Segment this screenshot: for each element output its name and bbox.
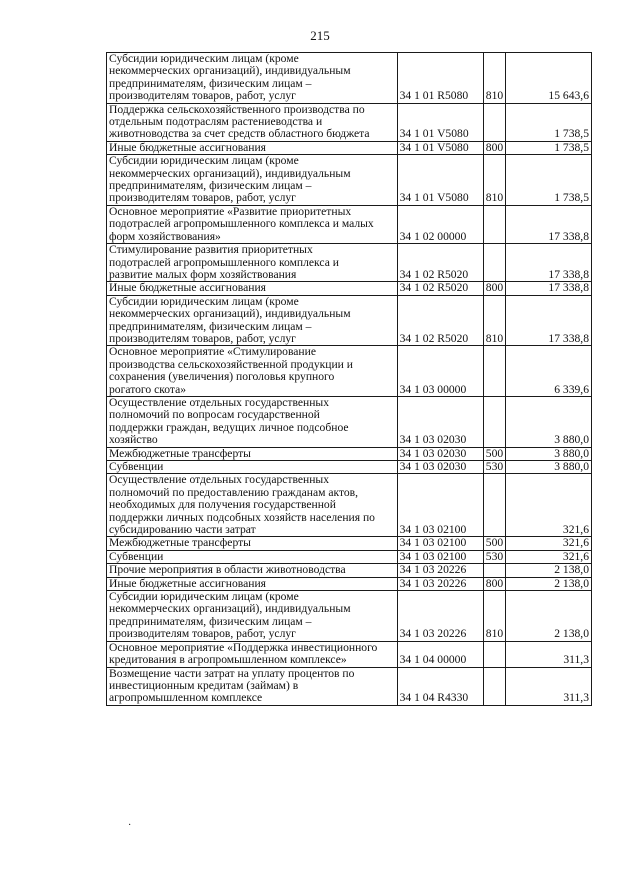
row-name-line: Осуществление отдельных государственных bbox=[109, 395, 330, 409]
row-name-line: развитие малых форм хозяйствования bbox=[109, 267, 297, 281]
expense-type-cell: 500 bbox=[483, 537, 505, 550]
expense-type-cell: 810 bbox=[483, 53, 505, 104]
expense-type-cell: 810 bbox=[483, 295, 505, 346]
target-article-cell: 34 1 03 02100 bbox=[397, 537, 483, 550]
row-name-line: Осуществление отдельных государственных bbox=[109, 473, 330, 487]
row-name-line: поддержки граждан, ведущих личное подсобное bbox=[109, 420, 349, 434]
target-article-cell: 34 1 03 20226 bbox=[397, 591, 483, 642]
amount-cell: 17 338,8 bbox=[505, 282, 591, 295]
row-name-line: хозяйство bbox=[109, 433, 158, 447]
table-row bbox=[107, 205, 592, 243]
target-article-cell: 34 1 04 R4330 bbox=[397, 667, 483, 705]
amount-cell: 15 643,6 bbox=[505, 53, 591, 104]
expense-type-cell: 530 bbox=[483, 550, 505, 563]
row-name-line: производителям товаров, работ, услуг bbox=[109, 331, 296, 345]
row-name-cell bbox=[107, 667, 398, 705]
row-name-line: кредитования в агропромышленном комплексе» bbox=[109, 653, 347, 667]
table-row bbox=[107, 141, 592, 154]
expense-type-cell bbox=[483, 667, 505, 705]
target-article-cell: 34 1 02 R5020 bbox=[397, 282, 483, 295]
amount-cell: 17 338,8 bbox=[505, 205, 591, 243]
amount-cell: 2 138,0 bbox=[505, 577, 591, 590]
row-name-line: Поддержка сельскохозяйственного производства по bbox=[109, 102, 365, 116]
expense-type-cell: 500 bbox=[483, 447, 505, 460]
amount-cell: 321,6 bbox=[505, 474, 591, 537]
row-name-line: производителям товаров, работ, услуг bbox=[109, 191, 296, 205]
target-article-cell: 34 1 03 02100 bbox=[397, 474, 483, 537]
row-name-line: животноводства за счет средств областного бюджета bbox=[109, 127, 370, 141]
target-article-cell: 34 1 02 R5020 bbox=[397, 244, 483, 282]
row-name-line: Субвенции bbox=[109, 549, 164, 563]
table-row bbox=[107, 667, 592, 705]
row-name-line: Основное мероприятие «Поддержка инвестиционного bbox=[109, 640, 378, 654]
target-article-cell: 34 1 01 V5080 bbox=[397, 155, 483, 206]
expense-type-cell bbox=[483, 474, 505, 537]
row-name-line: производителям товаров, работ, услуг bbox=[109, 627, 296, 641]
expense-type-cell bbox=[483, 103, 505, 141]
table-row bbox=[107, 564, 592, 577]
row-name-line: Субсидии юридическим лицам (кроме bbox=[109, 52, 299, 65]
expense-type-cell bbox=[483, 564, 505, 577]
row-name-line: предпринимателям, физическим лицам – bbox=[109, 179, 312, 193]
amount-cell: 3 880,0 bbox=[505, 461, 591, 474]
expense-type-cell bbox=[483, 396, 505, 447]
target-article-cell: 34 1 03 02030 bbox=[397, 447, 483, 460]
row-name-cell bbox=[107, 550, 398, 563]
amount-cell: 3 880,0 bbox=[505, 447, 591, 460]
row-name-cell bbox=[107, 346, 398, 397]
table-row bbox=[107, 577, 592, 590]
row-name-cell bbox=[107, 103, 398, 141]
row-name-line: предпринимателям, физическим лицам – bbox=[109, 319, 312, 333]
target-article-cell: 34 1 01 V5080 bbox=[397, 141, 483, 154]
stray-dot-mark: · bbox=[128, 820, 132, 831]
amount-cell: 321,6 bbox=[505, 550, 591, 563]
table-row bbox=[107, 591, 592, 642]
row-name-line: некоммерческих организаций), индивидуальным bbox=[109, 166, 351, 180]
row-name-line: Субсидии юридическим лицам (кроме bbox=[109, 590, 299, 604]
row-name-line: Иные бюджетные ассигнования bbox=[109, 140, 266, 154]
row-name-line: сохранения (увеличения) поголовья крупного bbox=[109, 370, 335, 384]
table-row bbox=[107, 550, 592, 563]
row-name-line: Субсидии юридическим лицам (кроме bbox=[109, 154, 299, 168]
row-name-line: подотраслей агропромышленного комплекса и малых bbox=[109, 217, 374, 231]
row-name-line: Основное мероприятие «Развитие приоритетных bbox=[109, 204, 352, 218]
row-name-line: агропромышленном комплексе bbox=[109, 691, 263, 705]
row-name-line: производителям товаров, работ, услуг bbox=[109, 89, 296, 103]
row-name-line: полномочий по предоставлению гражданам актов, bbox=[109, 485, 359, 499]
row-name-line: Основное мероприятие «Стимулирование bbox=[109, 345, 316, 359]
row-name-line: полномочий по вопросам государственной bbox=[109, 408, 320, 422]
expense-type-cell: 800 bbox=[483, 577, 505, 590]
table-row bbox=[107, 155, 592, 206]
target-article-cell: 34 1 02 00000 bbox=[397, 205, 483, 243]
amount-cell: 1 738,5 bbox=[505, 103, 591, 141]
row-name-line: инвестиционным кредитам (займам) в bbox=[109, 678, 299, 692]
table-row bbox=[107, 244, 592, 282]
target-article-cell: 34 1 03 02030 bbox=[397, 396, 483, 447]
expense-type-cell bbox=[483, 244, 505, 282]
row-name-line: рогатого скота» bbox=[109, 382, 187, 396]
row-name-line: необходимых для получения государственной bbox=[109, 498, 336, 512]
row-name-cell bbox=[107, 461, 398, 474]
table-row bbox=[107, 346, 592, 397]
row-name-line: Субвенции bbox=[109, 460, 164, 473]
row-name-line: отдельным подотраслям растениеводства и bbox=[109, 115, 323, 129]
row-name-line: подотраслей агропромышленного комплекса и bbox=[109, 255, 339, 269]
row-name-line: поддержки личных подсобных хозяйств населения по bbox=[109, 510, 375, 524]
budget-table-body bbox=[107, 53, 592, 706]
row-name-cell bbox=[107, 295, 398, 346]
row-name-line: некоммерческих организаций), индивидуальным bbox=[109, 307, 351, 321]
target-article-cell: 34 1 04 00000 bbox=[397, 641, 483, 667]
table-row bbox=[107, 461, 592, 474]
amount-cell: 311,3 bbox=[505, 667, 591, 705]
row-name-cell bbox=[107, 591, 398, 642]
row-name-cell bbox=[107, 447, 398, 460]
row-name-cell bbox=[107, 564, 398, 577]
expense-type-cell: 530 bbox=[483, 461, 505, 474]
amount-cell: 311,3 bbox=[505, 641, 591, 667]
row-name-cell bbox=[107, 244, 398, 282]
row-name-cell bbox=[107, 205, 398, 243]
row-name-line: некоммерческих организаций), индивидуальным bbox=[109, 602, 351, 616]
target-article-cell: 34 1 01 R5080 bbox=[397, 53, 483, 104]
row-name-line: субсидированию части затрат bbox=[109, 523, 256, 537]
row-name-cell bbox=[107, 577, 398, 590]
amount-cell: 6 339,6 bbox=[505, 346, 591, 397]
target-article-cell: 34 1 03 20226 bbox=[397, 564, 483, 577]
expense-type-cell bbox=[483, 346, 505, 397]
amount-cell: 1 738,5 bbox=[505, 155, 591, 206]
table-row bbox=[107, 447, 592, 460]
target-article-cell: 34 1 03 20226 bbox=[397, 577, 483, 590]
row-name-cell bbox=[107, 537, 398, 550]
table-row bbox=[107, 295, 592, 346]
budget-table bbox=[106, 52, 592, 706]
row-name-cell bbox=[107, 53, 398, 104]
row-name-line: Иные бюджетные ассигнования bbox=[109, 281, 266, 295]
amount-cell: 2 138,0 bbox=[505, 564, 591, 577]
row-name-cell bbox=[107, 141, 398, 154]
target-article-cell: 34 1 01 V5080 bbox=[397, 103, 483, 141]
table-row bbox=[107, 103, 592, 141]
row-name-line: форм хозяйствования» bbox=[109, 229, 221, 243]
target-article-cell: 34 1 03 02100 bbox=[397, 550, 483, 563]
expense-type-cell: 810 bbox=[483, 591, 505, 642]
table-row bbox=[107, 641, 592, 667]
amount-cell: 2 138,0 bbox=[505, 591, 591, 642]
amount-cell: 3 880,0 bbox=[505, 396, 591, 447]
row-name-line: Субсидии юридическим лицам (кроме bbox=[109, 294, 299, 308]
row-name-cell bbox=[107, 474, 398, 537]
row-name-cell bbox=[107, 282, 398, 295]
row-name-line: предпринимателям, физическим лицам – bbox=[109, 76, 312, 90]
row-name-line: некоммерческих организаций), индивидуальным bbox=[109, 64, 351, 78]
row-name-line: Прочие мероприятия в области животноводства bbox=[109, 563, 346, 577]
amount-cell: 17 338,8 bbox=[505, 244, 591, 282]
table-row bbox=[107, 537, 592, 550]
table-row bbox=[107, 53, 592, 104]
target-article-cell: 34 1 03 00000 bbox=[397, 346, 483, 397]
row-name-line: предпринимателям, физическим лицам – bbox=[109, 614, 312, 628]
table-row bbox=[107, 474, 592, 537]
expense-type-cell: 800 bbox=[483, 282, 505, 295]
row-name-cell bbox=[107, 396, 398, 447]
row-name-line: Стимулирование развития приоритетных bbox=[109, 243, 313, 257]
expense-type-cell bbox=[483, 641, 505, 667]
row-name-cell bbox=[107, 155, 398, 206]
row-name-line: Межбюджетные трансферты bbox=[109, 536, 251, 550]
amount-cell: 17 338,8 bbox=[505, 295, 591, 346]
row-name-line: производства сельскохозяйственной продукции и bbox=[109, 357, 353, 371]
row-name-line: Иные бюджетные ассигнования bbox=[109, 576, 266, 590]
row-name-cell bbox=[107, 641, 398, 667]
row-name-line: Возмещение части затрат на уплату процентов по bbox=[109, 666, 355, 680]
expense-type-cell: 810 bbox=[483, 155, 505, 206]
page-number: 215 bbox=[310, 28, 330, 43]
row-name-line: Межбюджетные трансферты bbox=[109, 446, 251, 460]
target-article-cell: 34 1 02 R5020 bbox=[397, 295, 483, 346]
table-row bbox=[107, 282, 592, 295]
target-article-cell: 34 1 03 02030 bbox=[397, 461, 483, 474]
amount-cell: 1 738,5 bbox=[505, 141, 591, 154]
table-row bbox=[107, 396, 592, 447]
expense-type-cell: 800 bbox=[483, 141, 505, 154]
amount-cell: 321,6 bbox=[505, 537, 591, 550]
expense-type-cell bbox=[483, 205, 505, 243]
